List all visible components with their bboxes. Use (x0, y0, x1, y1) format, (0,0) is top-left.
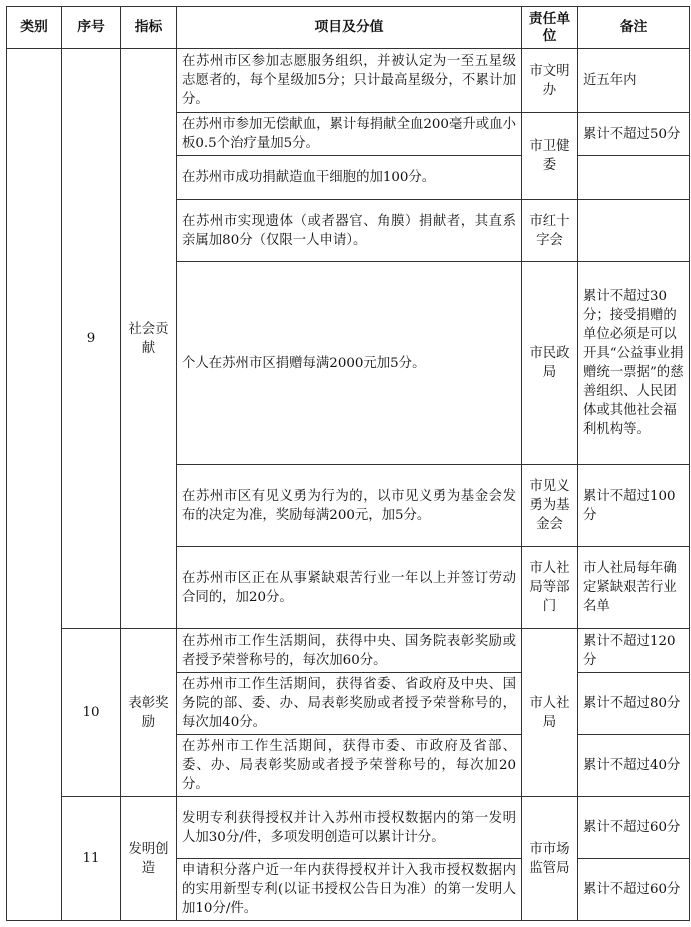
note-cell: 近五年内 (578, 49, 690, 113)
header-indicator: 指标 (121, 7, 177, 49)
item-cell: 在苏州市工作生活期间，获得中央、国务院表彰奖励或者授予荣誉称号的，每次加60分。 (177, 629, 522, 673)
header-seq: 序号 (62, 7, 121, 49)
table-row (7, 629, 690, 673)
header-item: 项目及分值 (177, 7, 522, 49)
seq-cell: 11 (62, 797, 121, 921)
note-cell: 累计不超过60分 (578, 859, 690, 921)
item-cell: 发明专利获得授权并计入苏州市授权数据内的第一发明人加30分/件，多项发明创造可以累计计分。 (177, 797, 522, 859)
item-cell: 在苏州市区参加志愿服务组织，并被认定为一至五星级志愿者的，每个星级加5分；只计最高星级分，不累计加分。 (177, 49, 522, 113)
indicator-cell: 发明创造 (121, 797, 177, 921)
indicator-cell: 社会贡献 (121, 49, 177, 629)
header-row (7, 7, 690, 49)
note-cell: 累计不超过80分 (578, 673, 690, 735)
note-cell: 累计不超过30分；接受捐赠的单位必须是可以开具“公益事业捐赠统一票据”的慈善组织、人民团体或其他社会福利机构等。 (578, 262, 690, 465)
note-cell: 累计不超过50分 (578, 113, 690, 156)
note-cell (578, 200, 690, 262)
unit-cell: 市见义勇为基金会 (522, 465, 578, 547)
unit-cell: 市文明办 (522, 49, 578, 113)
item-cell: 在苏州市区有见义勇为行为的，以市见义勇为基金会发布的决定为准，奖励每满200元，加5分。 (177, 465, 522, 547)
note-cell: 累计不超过40分 (578, 735, 690, 797)
header-category: 类别 (7, 7, 62, 49)
item-cell: 在苏州市成功捐献造血干细胞的加100分。 (177, 156, 522, 200)
indicator-cell: 表彰奖励 (121, 629, 177, 797)
unit-cell: 市人社局等部门 (522, 547, 578, 629)
item-cell: 在苏州市参加无偿献血，累计每捐献全血200毫升或血小板0.5个治疗量加5分。 (177, 113, 522, 156)
note-cell (578, 156, 690, 200)
item-cell: 在苏州市区正在从事紧缺艰苦行业一年以上并签订劳动合同的，加20分。 (177, 547, 522, 629)
table-row (7, 797, 690, 859)
seq-cell: 10 (62, 629, 121, 797)
table-row (7, 49, 690, 113)
unit-cell: 市卫健委 (522, 113, 578, 200)
note-cell: 市人社局每年确定紧缺艰苦行业名单 (578, 547, 690, 629)
item-cell: 在苏州市工作生活期间，获得省委、省政府及中央、国务院的部、委、办、局表彰奖励或者授予荣誉称号的，每次加40分。 (177, 673, 522, 735)
note-cell: 累计不超过120分 (578, 629, 690, 673)
item-cell: 个人在苏州市区捐赠每满2000元加5分。 (177, 262, 522, 465)
category-cell (7, 49, 62, 921)
points-table (6, 6, 690, 921)
unit-cell: 市人社局 (522, 629, 578, 797)
item-cell: 在苏州市工作生活期间，获得市委、市政府及省部、委、办、局表彰奖励或者授予荣誉称号的，每次加20分。 (177, 735, 522, 797)
unit-cell: 市市场监管局 (522, 797, 578, 921)
note-cell: 累计不超过100分 (578, 465, 690, 547)
item-cell: 在苏州市实现遗体（或者器官、角膜）捐献者，其直系亲属加80分（仅限一人申请）。 (177, 200, 522, 262)
unit-cell: 市红十字会 (522, 200, 578, 262)
header-note: 备注 (578, 7, 690, 49)
header-unit: 责任单位 (522, 7, 578, 49)
unit-cell: 市民政局 (522, 262, 578, 465)
seq-cell: 9 (62, 49, 121, 629)
item-cell: 申请积分落户近一年内获得授权并计入我市授权数据内的实用新型专利(以证书授权公告日为准）的第一发明人加10分/件。 (177, 859, 522, 921)
note-cell: 累计不超过60分 (578, 797, 690, 859)
